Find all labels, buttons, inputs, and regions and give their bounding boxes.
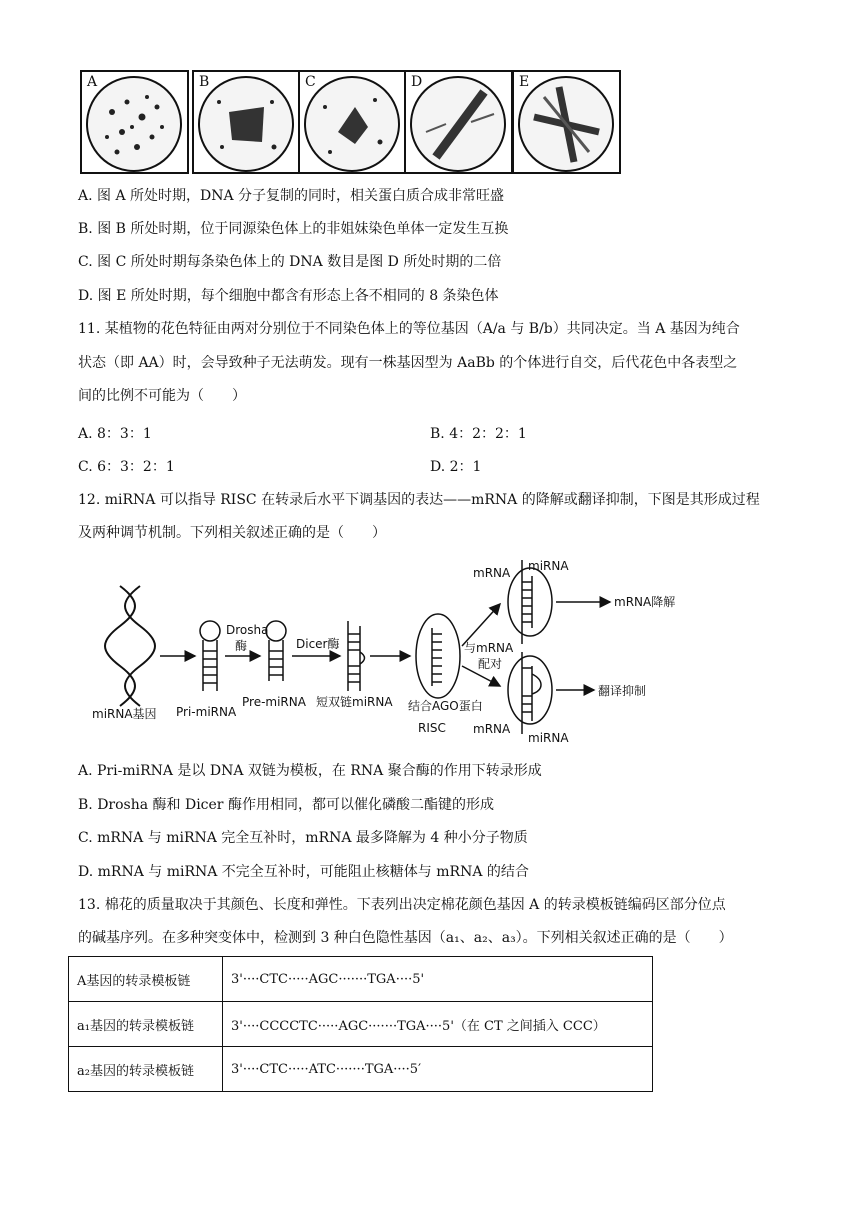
table-cell: 3'····CCCCTC·····AGC·······TGA····5'（在 CT 之间插入 CCC）	[223, 1002, 653, 1047]
label-short: 短双链miRNA	[316, 695, 393, 709]
q12-option-a: A. Pri-miRNA 是以 DNA 双链为模板，在 RNA 聚合酶的作用下转录形成	[78, 763, 542, 779]
table-row	[69, 1002, 653, 1047]
gene-sequence-table	[68, 956, 653, 1092]
q11-stem-line: 11. 某植物的花色特征由两对分别位于不同染色体上的等位基因（A/a 与 B/b）共同决定。当 A 基因为纯合	[78, 321, 740, 337]
q11-option-b: B. 4：2：2：1	[430, 426, 527, 442]
q10-option-c: C. 图 C 所处时期每条染色体上的 DNA 数目是图 D 所处时期的二倍	[78, 254, 502, 270]
micrograph-e	[512, 70, 621, 174]
q10-option-d: D. 图 E 所处时期，每个细胞中都含有形态上各不相同的 8 条染色体	[78, 288, 499, 304]
q12-option-c: C. mRNA 与 miRNA 完全互补时，mRNA 最多降解为 4 种小分子物质	[78, 830, 528, 846]
table-row	[69, 957, 653, 1002]
q13-stem-line: 的碱基序列。在多种突变体中，检测到 3 种白色隐性基因（a₁、a₂、a₃）。下列相关叙述正确的是（ ）	[78, 930, 733, 946]
label-mrna-bottom: mRNA	[473, 722, 511, 736]
q12-stem-line: 及两种调节机制。下列相关叙述正确的是（ ）	[78, 525, 386, 541]
micrograph-c	[298, 70, 407, 174]
label-mrna-top: mRNA	[473, 566, 511, 580]
risc-complex	[416, 614, 460, 698]
short-dsrna	[348, 621, 365, 691]
label-pair-2: 配对	[478, 657, 503, 671]
label-risc: RISC	[418, 721, 446, 735]
q10-option-b: B. 图 B 所处时期，位于同源染色体上的非姐妹染色单体一定发生互换	[78, 221, 509, 237]
label-drosha: Drosha	[226, 623, 269, 637]
table-cell: 3'····CTC·····AGC·······TGA····5'	[223, 957, 653, 1002]
micrograph-label: D	[411, 74, 423, 90]
label-ago: 结合AGO蛋白	[408, 699, 483, 713]
label-mirna-top: miRNA	[528, 559, 569, 573]
q12-option-b: B. Drosha 酶和 Dicer 酶作用相同，都可以催化磷酸二酯键的形成	[78, 797, 494, 813]
label-inhibit: 翻译抑制	[598, 684, 647, 698]
q13-stem-line: 13. 棉花的质量取决于其颜色、长度和弹性。下表列出决定棉花颜色基因 A 的转录模板链编码区部分位点	[78, 897, 726, 913]
label-pair: 与mRNA	[464, 641, 514, 655]
pre-mirna-hairpin	[266, 621, 286, 681]
micrograph-a	[80, 70, 189, 174]
label-gene: miRNA基因	[92, 707, 157, 721]
q11-option-d: D. 2：1	[430, 459, 482, 475]
label-drosha-enzyme: 酶	[235, 639, 248, 653]
q12-stem-line: 12. miRNA 可以指导 RISC 在转录后水平下调基因的表达——mRNA 的降解或翻译抑制，下图是其形成过程	[78, 492, 760, 508]
q11-stem-line: 间的比例不可能为（ ）	[78, 388, 246, 404]
micrograph-d	[404, 70, 513, 174]
q12-option-d: D. mRNA 与 miRNA 不完全互补时，可能阻止核糖体与 mRNA 的结合	[78, 864, 529, 880]
label-degrade: mRNA降解	[614, 595, 676, 609]
table-cell: a₂基因的转录模板链	[69, 1047, 223, 1092]
q11-option-a: A. 8：3：1	[78, 426, 152, 442]
q11-stem-line: 状态（即 AA）时，会导致种子无法萌发。现有一株基因型为 AaBb 的个体进行自交，后代花色中各表型之	[78, 355, 738, 371]
dna-helix	[105, 586, 155, 706]
label-mirna-bottom: miRNA	[528, 731, 569, 745]
micrograph-label: E	[519, 74, 530, 90]
micrograph-b	[192, 70, 301, 174]
pri-mirna-hairpin	[200, 621, 220, 691]
table-row	[69, 1047, 653, 1092]
label-dicer: Dicer酶	[296, 637, 340, 651]
micrograph-label: A	[87, 74, 98, 90]
q11-option-c: C. 6：3：2：1	[78, 459, 175, 475]
label-pri: Pri-miRNA	[176, 705, 237, 719]
micrograph-label: B	[199, 74, 210, 90]
inhibition-complex	[508, 652, 552, 734]
label-pre: Pre-miRNA	[242, 695, 306, 709]
q10-option-a: A. 图 A 所处时期，DNA 分子复制的同时，相关蛋白质合成非常旺盛	[78, 188, 505, 204]
table-cell: a₁基因的转录模板链	[69, 1002, 223, 1047]
micrograph-label: C	[305, 74, 316, 90]
mirna-diagram	[80, 556, 700, 751]
arrow	[462, 604, 500, 646]
table-cell: 3'····CTC·····ATC·······TGA····5′	[223, 1047, 653, 1092]
table-cell: A基因的转录模板链	[69, 957, 223, 1002]
